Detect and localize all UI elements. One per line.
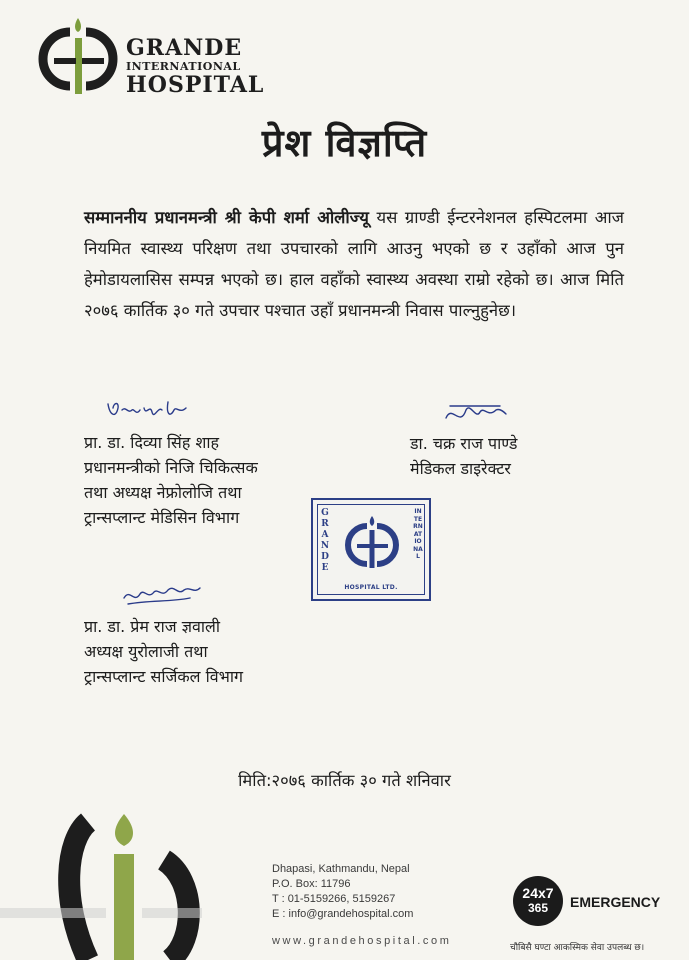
footer-address: Dhapasi, Kathmandu, Nepal — [272, 863, 410, 875]
signatory-role: तथा अध्यक्ष नेफ्रोलोजि तथा — [84, 483, 242, 502]
signature-scribble-1-icon — [104, 396, 194, 426]
emergency-label: EMERGENCY — [570, 894, 661, 910]
signatory-name: प्रा. डा. प्रेम राज ज्ञवाली — [84, 617, 220, 636]
signatory-divya-singh-shah — [84, 430, 258, 530]
footer-phone: T : 01-5159266, 5159267 — [272, 893, 396, 905]
signatory-role: ट्रान्सप्लान्ट मेडिसिन विभाग — [84, 508, 240, 527]
signatory-role: प्रधानमन्त्रीको निजि चिकित्सक — [84, 458, 258, 477]
footer-website: www.grandehospital.com — [272, 935, 452, 947]
document-title: प्रेश विज्ञप्ति — [261, 121, 428, 165]
stamp-text-left: GRANDE — [320, 508, 330, 573]
stamp-text-bottom: HOSPITAL LTD. — [344, 584, 398, 591]
signatory-role: अध्यक्ष युरोलाजी तथा — [84, 642, 208, 661]
stamp-gi-logo-icon — [345, 514, 399, 572]
release-date: मिति:२०७६ कार्तिक ३० गते शनिवार — [238, 771, 451, 790]
stamp-text-right: INTERNATIONAL — [413, 508, 423, 560]
footer-po-box: P.O. Box: 11796 — [272, 878, 351, 890]
body-lead: सम्माननीय प्रधानमन्त्री श्री केपी शर्मा ओलीज्यू — [84, 208, 369, 227]
logo-line-grande: GRANDE — [126, 35, 243, 61]
hospital-logo — [34, 14, 274, 100]
signatory-name: प्रा. डा. दिव्या सिंह शाह — [84, 433, 219, 452]
badge-365: 365 — [527, 901, 549, 915]
logo-line-hospital: HOSPITAL — [126, 72, 265, 98]
signatory-role: मेडिकल डाइरेक्टर — [410, 459, 511, 478]
logo-line-international: INTERNATIONAL — [126, 60, 241, 73]
footer-email: E : info@grandehospital.com — [272, 908, 414, 920]
signatory-chakra-raj-pandey — [410, 431, 517, 481]
footer-logo-mark-icon — [0, 810, 260, 960]
signature-scribble-2-icon — [440, 400, 510, 430]
hospital-stamp — [311, 498, 431, 601]
signatory-name: डा. चक्र राज पाण्डे — [410, 434, 518, 453]
body-rest: यस ग्राण्डी ईन्टरनेशनल हस्पिटलमा आज नियमित स्वास्थ्य परिक्षण तथा उपचारको लागि आउनु भएको छ र उहाँको आज पुन हेमोडायलासिस सम्पन्न भएको छ। हाल वहाँको स्वास्थ्य अवस्था राम्रो रहेको छ। आज मिति २०७६ कार्तिक ३० गते उपचार पश्चात उहाँ प्रधानमन्त्री निवास पाल्नुहुनेछ। — [84, 208, 624, 320]
signatory-role: ट्रान्सप्लान्ट सर्जिकल विभाग — [84, 667, 244, 686]
emergency-note: चौबिसै घण्टा आकस्मिक सेवा उपलब्ध छ। — [510, 943, 645, 953]
emergency-badge — [513, 876, 563, 926]
signature-scribble-3-icon — [120, 578, 220, 608]
signatory-prem-raj-gyawali — [84, 614, 243, 689]
grande-gi-logo-icon — [34, 14, 124, 100]
footer-contact — [272, 862, 413, 922]
hospital-name — [126, 36, 264, 97]
badge-24x7: 24x7 — [522, 885, 554, 901]
press-release-body — [84, 202, 624, 326]
